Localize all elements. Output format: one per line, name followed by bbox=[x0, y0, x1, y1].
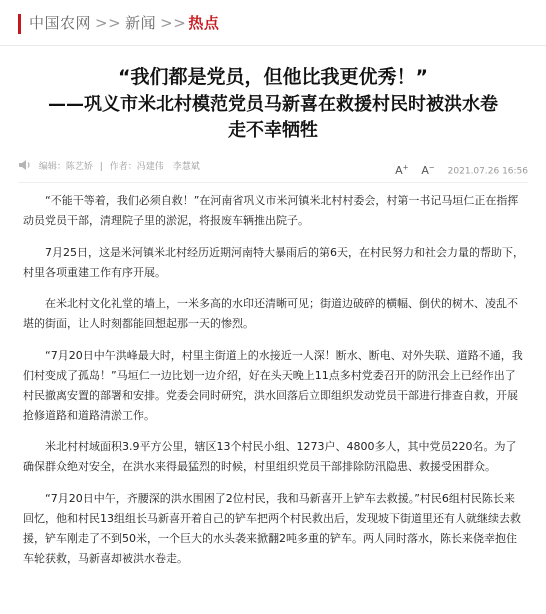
font-increase-button[interactable]: A+ bbox=[395, 163, 409, 177]
article-subheadline bbox=[24, 92, 522, 144]
editor-label: 编辑：陈艺娇 bbox=[38, 162, 93, 172]
breadcrumb bbox=[29, 13, 219, 33]
publish-date: 2021.07.26 16:56 bbox=[447, 166, 528, 177]
meta-divider bbox=[18, 182, 528, 183]
article-paragraph: 米北村村域面积3.9平方公里，辖区13个村民小组、1273户、4800多人，其中党员220名。为了确保群众绝对安全，在洪水来得最猛烈的时候，村里组织党员干部排除防汛隐患、救援受困群众。 bbox=[23, 440, 517, 473]
writer-label: 作者：冯建伟 李慧斌 bbox=[109, 162, 200, 172]
site-header bbox=[0, 0, 546, 46]
article-paragraph: “7月20日中午洪峰最大时，村里主街道上的水接近一人深！断水、断电、对外失联、道路不通，我们村变成了孤岛！”马垣仁一边比划一边介绍，好在头天晚上11点多村党委召开的防汛会上已经作出了村民撤离安置的部署和安排。党委会同时研究，洪水回落后立即组织发动党员干部进行排查自救，开展抢修道路和道路清淤工作。 bbox=[23, 348, 523, 422]
accent-bar bbox=[18, 14, 21, 34]
article-headline: “我们都是党员，但他比我更优秀！” bbox=[118, 66, 428, 88]
article-titles bbox=[24, 64, 522, 144]
font-increase-label: A bbox=[395, 163, 403, 177]
header-divider bbox=[0, 45, 546, 46]
breadcrumb-separator: >> bbox=[95, 14, 122, 32]
breadcrumb-news-link[interactable]: 新闻 bbox=[125, 14, 157, 32]
article-paragraph: “不能干等着，我们必须自救！”在河南省巩义市米河镇米北村村委会，村第一书记马垣仁正在指挥动员党员干部，清理院子里的淤泥，将报废车辆推出院子。 bbox=[23, 194, 519, 227]
breadcrumb-home-link[interactable]: 中国农网 bbox=[29, 14, 92, 32]
meta-separator: | bbox=[99, 162, 103, 172]
subheadline-line-2: 走不幸牺牲 bbox=[228, 120, 318, 141]
breadcrumb-separator: >> bbox=[160, 14, 187, 32]
speaker-icon[interactable] bbox=[18, 159, 32, 171]
breadcrumb-current-link[interactable]: 热点 bbox=[188, 14, 220, 32]
meta-controls bbox=[395, 158, 528, 181]
article-body bbox=[23, 191, 524, 580]
subheadline-line-1: ——巩义市米北村模范党员马新喜在救援村民时被洪水卷 bbox=[48, 94, 498, 115]
article-paragraph: “7月20日中午，齐腰深的洪水围困了2位村民，我和马新喜开上铲车去救援。”村民6组村民陈长来回忆，他和村民13组组长马新喜开着自己的铲车把两个村民救出后，发现坡下街道里还有人就继续去救援，铲车刚走了不到50米，一个巨大的水头袭来掀翻2吨多重的铲车。两人同时落水，陈长来侥幸抱住车轮获救，马新喜却被洪水卷走。 bbox=[23, 491, 521, 565]
font-decrease-button[interactable]: A− bbox=[421, 163, 435, 177]
article-paragraph: 在米北村文化礼堂的墙上，一米多高的水印还清晰可见；街道边破碎的横幅、倒伏的树木、凌乱不堪的街面，让人时刻都能回想起那一天的惨烈。 bbox=[23, 297, 518, 330]
font-decrease-label: A bbox=[421, 163, 429, 177]
article-meta bbox=[18, 158, 528, 176]
article-paragraph: 7月25日，这是米河镇米北村经历近期河南特大暴雨后的第6天，在村民努力和社会力量的帮助下，村里各项重建工作有序开展。 bbox=[23, 245, 524, 279]
